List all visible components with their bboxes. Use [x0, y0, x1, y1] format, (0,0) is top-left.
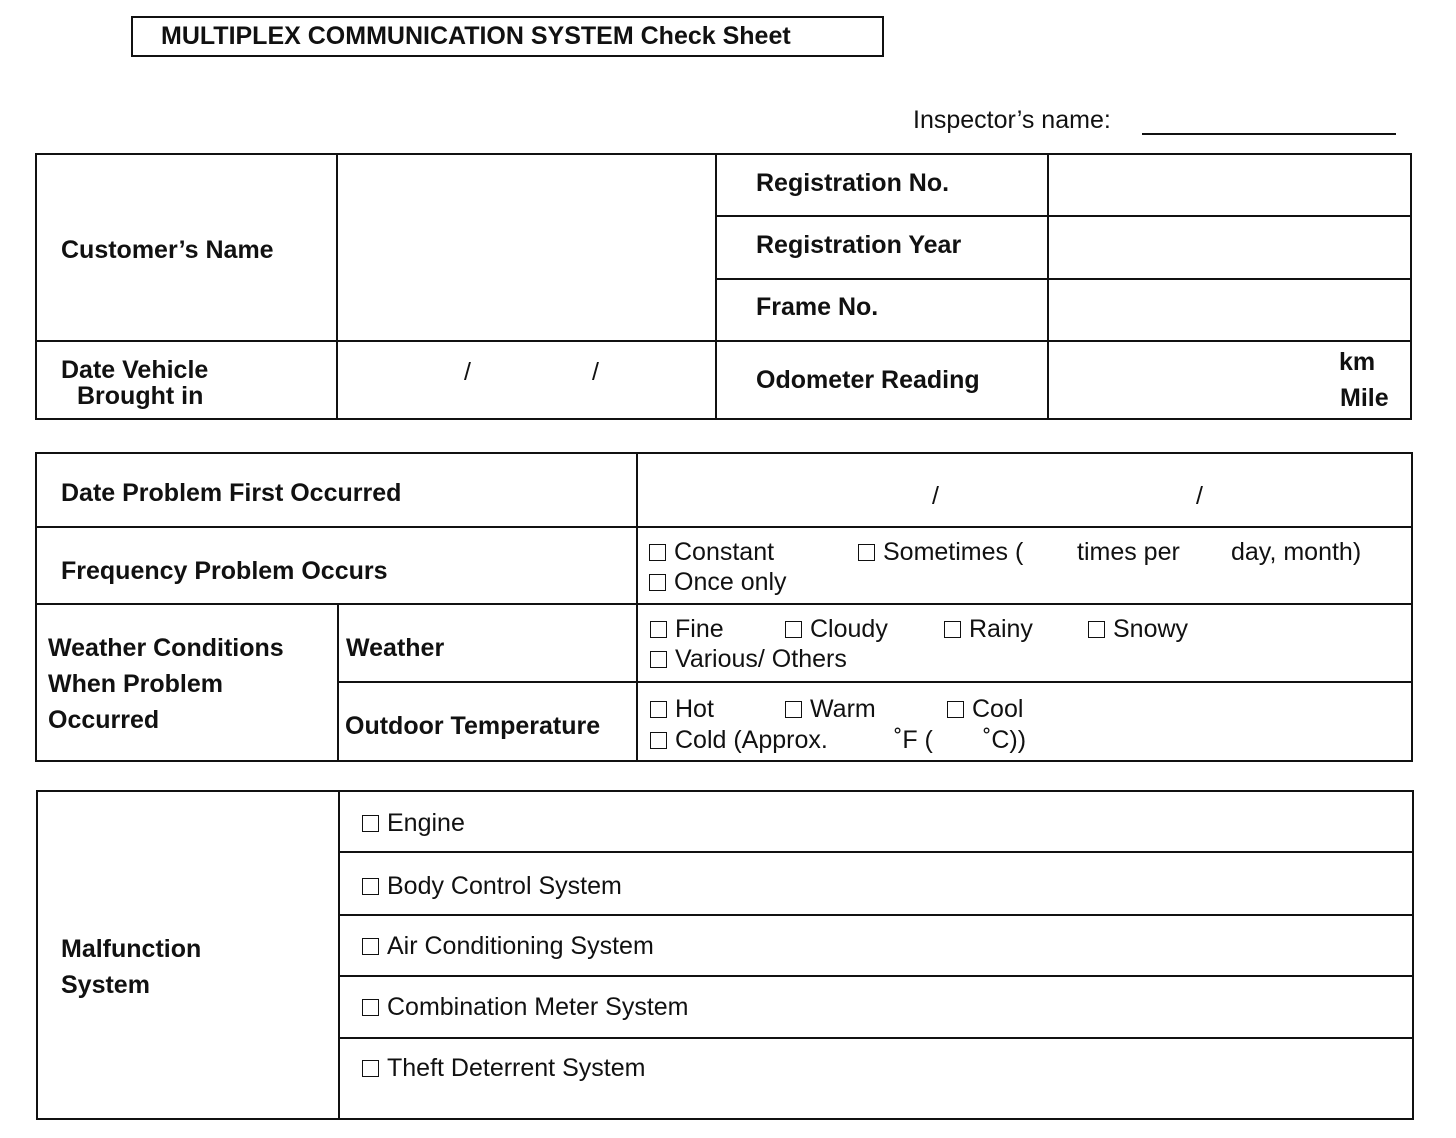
date-separator: /: [1196, 482, 1203, 510]
checkbox[interactable]: [362, 938, 379, 955]
system-body-control[interactable]: Body Control System: [362, 871, 622, 901]
checkbox[interactable]: [947, 701, 964, 718]
system-engine[interactable]: Engine: [362, 808, 465, 838]
malfunction-label-line2: System: [61, 971, 150, 999]
weather-conditions-label-line3: Occurred: [48, 706, 160, 734]
checkbox[interactable]: [785, 621, 802, 638]
checkbox[interactable]: [649, 544, 666, 561]
date-problem-label: Date Problem First Occurred: [61, 479, 402, 507]
customer-name-label: Customer’s Name: [61, 236, 274, 264]
system-air-conditioning[interactable]: Air Conditioning System: [362, 931, 654, 961]
option-cloudy[interactable]: Cloudy: [785, 614, 888, 644]
inspector-name-field[interactable]: [1142, 133, 1396, 135]
weather-conditions-label-line1: Weather Conditions: [48, 634, 284, 662]
checkbox[interactable]: [650, 651, 667, 668]
date-separator: /: [932, 482, 939, 510]
frame-no-label: Frame No.: [756, 293, 879, 321]
option-once-only[interactable]: Once only: [649, 567, 787, 597]
weather-conditions-label-line2: When Problem: [48, 670, 224, 698]
option-various-others[interactable]: Various/ Others: [650, 644, 847, 674]
date-vehicle-field[interactable]: [340, 343, 713, 417]
unit-km: km: [1339, 348, 1376, 376]
malfunction-label-line1: Malfunction: [61, 935, 202, 963]
system-theft-deterrent[interactable]: Theft Deterrent System: [362, 1053, 645, 1083]
option-snowy[interactable]: Snowy: [1088, 614, 1188, 644]
weather-label: Weather: [346, 634, 445, 662]
registration-year-field[interactable]: [1051, 219, 1409, 276]
unit-mile: Mile: [1340, 384, 1389, 412]
system-combination-meter[interactable]: Combination Meter System: [362, 992, 689, 1022]
checkbox[interactable]: [785, 701, 802, 718]
outdoor-temperature-label: Outdoor Temperature: [345, 712, 601, 740]
page-title: MULTIPLEX COMMUNICATION SYSTEM Check Sheet: [131, 16, 884, 57]
option-cool[interactable]: Cool: [947, 694, 1023, 724]
option-constant[interactable]: Constant: [649, 537, 774, 567]
day-month-label: day, month): [1231, 538, 1362, 566]
checkbox[interactable]: [650, 732, 667, 749]
registration-no-label: Registration No.: [756, 169, 950, 197]
times-per-label: times per: [1077, 538, 1180, 566]
frequency-label: Frequency Problem Occurs: [61, 557, 388, 585]
degree-c-label: ˚C)): [983, 726, 1027, 754]
odometer-label: Odometer Reading: [756, 366, 980, 394]
checkbox[interactable]: [650, 701, 667, 718]
checkbox[interactable]: [650, 621, 667, 638]
checkbox[interactable]: [944, 621, 961, 638]
customer-name-field[interactable]: [340, 156, 713, 338]
checkbox[interactable]: [1088, 621, 1105, 638]
date-problem-field[interactable]: [640, 455, 1410, 524]
inspector-label: Inspector’s name:: [913, 106, 1111, 134]
date-vehicle-label-line2: Brought in: [77, 382, 204, 410]
option-hot[interactable]: Hot: [650, 694, 714, 724]
option-warm[interactable]: Warm: [785, 694, 876, 724]
date-separator: /: [592, 358, 599, 386]
checkbox[interactable]: [362, 999, 379, 1016]
checkbox[interactable]: [649, 574, 666, 591]
option-sometimes[interactable]: Sometimes (: [858, 537, 1023, 567]
date-vehicle-label-line1: Date Vehicle: [61, 356, 209, 384]
malfunction-system-table: [36, 790, 1414, 1120]
checkbox[interactable]: [858, 544, 875, 561]
option-cold[interactable]: Cold (Approx.: [650, 725, 828, 755]
degree-f-label: ˚F (: [894, 726, 933, 754]
checkbox[interactable]: [362, 815, 379, 832]
checkbox[interactable]: [362, 1060, 379, 1077]
checkbox[interactable]: [362, 878, 379, 895]
registration-no-field[interactable]: [1051, 156, 1409, 213]
option-rainy[interactable]: Rainy: [944, 614, 1033, 644]
option-fine[interactable]: Fine: [650, 614, 724, 644]
registration-year-label: Registration Year: [756, 231, 962, 259]
date-separator: /: [464, 358, 471, 386]
frame-no-field[interactable]: [1051, 281, 1409, 338]
